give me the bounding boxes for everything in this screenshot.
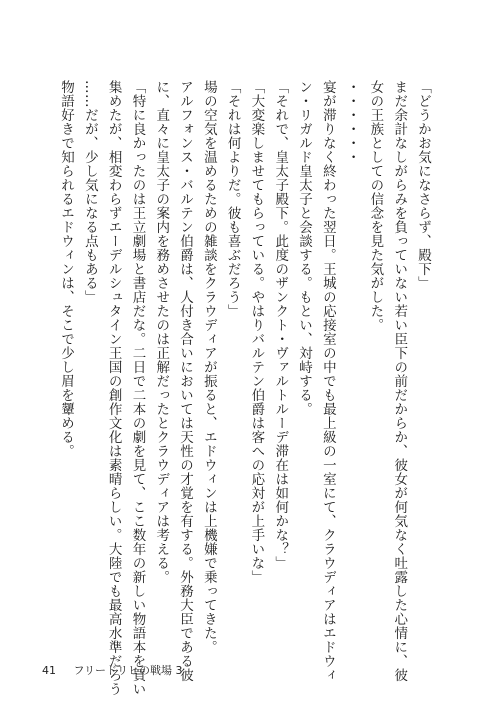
text-line: 宴が滞りなく終わった翌日。王城の応接室の中でも最上級の一室にて、クラウディアはエドウィ [319, 80, 336, 682]
page-footer [42, 662, 183, 678]
text-line: 「それは何よりだ。彼も喜ぶだろう」 [224, 80, 241, 318]
text-line: ……だが、少し気になる点もある」 [81, 80, 98, 304]
text-line: 集めたが、相変わらずエーデルシュタイン王国の創作文化は素晴らしい。大陸でも最高水準だろう [105, 80, 122, 696]
text-line: 場の空気を温めるための雑談をクラウディアが振ると、エドウィンは上機嫌で乗ってきた。 [200, 80, 217, 654]
text-line: 「どうかお気になさらず、殿下」 [415, 80, 431, 290]
page-number: 41 [42, 664, 56, 677]
text-line: 物語好きで知られるエドウィンは、そこで少し眉を顰める。 [58, 80, 75, 458]
text-line: ン・リガルド皇太子と会談する。もとい、対峙する。 [296, 80, 313, 416]
scene-break: ・・・・・・ [343, 80, 360, 164]
book-title: フリードリヒの戦場 3 [73, 664, 183, 677]
text-line: 「大変楽しませてもらっている。やはりバルテン伯爵は客への応対が上手いな」 [248, 80, 265, 584]
text-line: 「特に良かったのは王立劇場と書店だな。二日で二本の劇を見て、ここ数年の新しい物語本を買い [129, 80, 146, 696]
text-line: まだ余計なしがらみを負っていない若い臣下の前だからか、彼女が何気なく吐露した心情に、彼 [391, 80, 408, 682]
text-line: アルフォンス・バルテン伯爵は、人付き合いにおいては天性の才覚を有する。外務大臣である彼 [177, 80, 194, 682]
text-line: に、直々に皇太子の案内を務めさせたのは正解だったとクラウディアは考える。 [153, 80, 170, 584]
text-line: 「それで、皇太子殿下。此度のザンクト・ヴァルトルーデ滞在は如何かな？」 [272, 80, 289, 570]
text-line: 女の王族としての信念を見た気がした。 [367, 80, 384, 332]
